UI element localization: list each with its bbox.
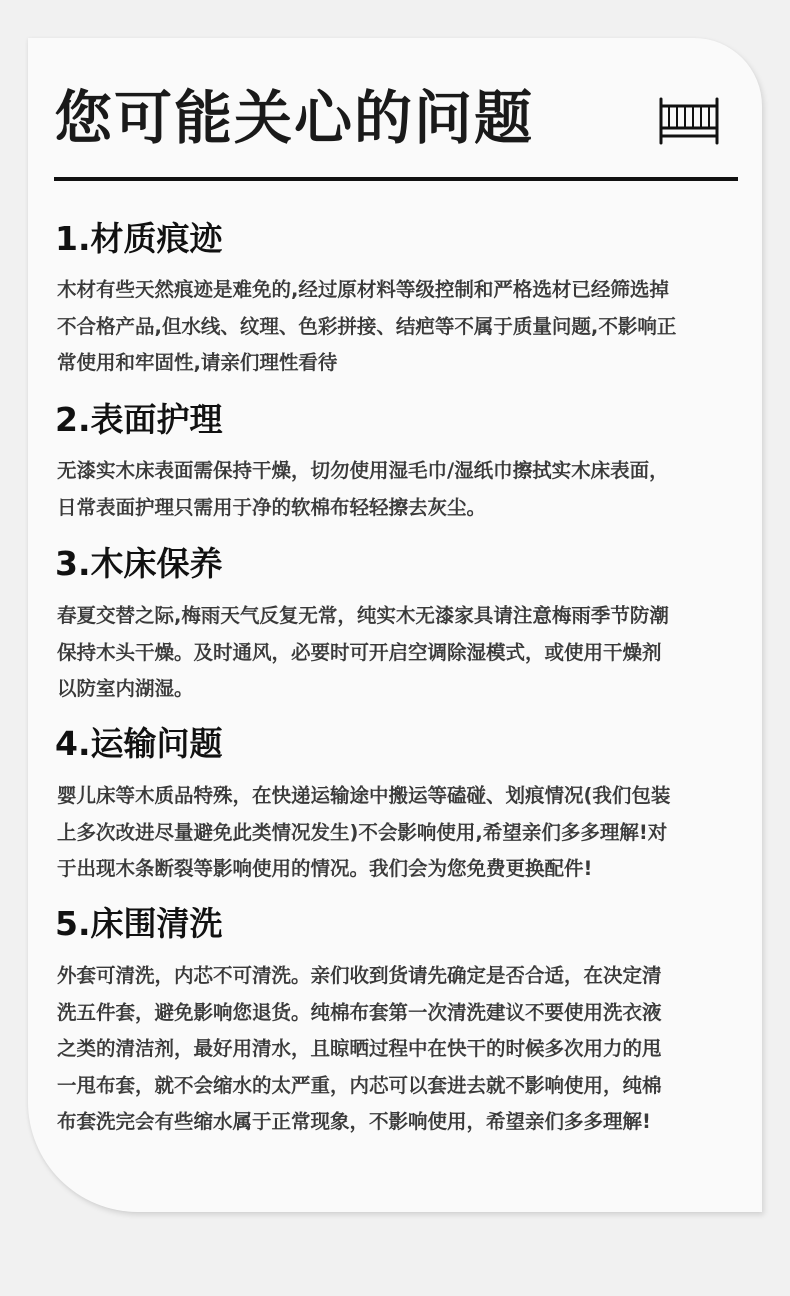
section-body-surface-care — [57, 453, 737, 526]
body-line: 常使用和牢固性,请亲们理性看待 — [57, 351, 338, 374]
body-line: 洗五件套，避免影响您退货。纯棉布套第一次清洗建议不要使用洗衣液 — [57, 1000, 662, 1024]
section-body-bumper-washing — [57, 958, 737, 1141]
body-line: 日常表面护理只需用于净的软棉布轻轻擦去灰尘。 — [57, 495, 487, 519]
section-heading-shipping: 4.运输问题 — [55, 724, 223, 763]
crib-icon — [657, 97, 721, 145]
body-line: 以防室内湖湿。 — [57, 677, 194, 700]
body-line: 木材有些天然痕迹是难免的,经过原材料等级控制和严格选材已经筛选掉 — [57, 278, 669, 301]
page-title: 您可能关心的问题 — [54, 84, 535, 152]
body-line: 外套可清洗，内芯不可清洗。亲们收到货请先确定是否合适，在决定清 — [57, 964, 662, 987]
title-divider — [54, 177, 738, 181]
section-body-material-marks — [57, 272, 737, 382]
section-body-shipping — [57, 778, 737, 888]
body-line: 保持木头干燥。及时通风，必要时可开启空调除湿模式，或使用干燥剂 — [57, 640, 662, 664]
section-heading-bumper-washing: 5.床围清洗 — [55, 904, 223, 943]
body-line: 春夏交替之际,梅雨天气反复无常，纯实木无漆家具请注意梅雨季节防潮 — [57, 604, 669, 627]
body-line: 于出现木条断裂等影响使用的情况。我们会为您免费更换配件! — [57, 857, 593, 880]
body-line: 之类的清洁剂，最好用清水，且晾晒过程中在快干的时候多次用力的甩 — [57, 1037, 662, 1060]
body-line: 一甩布套，就不会缩水的太严重，内芯可以套进去就不影响使用，纯棉 — [57, 1073, 662, 1097]
body-line: 不合格产品,但水线、纹理、色彩拼接、结疤等不属于质量问题,不影响正 — [57, 314, 677, 338]
section-heading-surface-care: 2.表面护理 — [55, 400, 223, 439]
body-line: 布套洗完会有些缩水属于正常现象，不影响使用，希望亲们多多理解! — [57, 1110, 651, 1133]
body-line: 上多次改进尽量避免此类情况发生)不会影响使用,希望亲们多多理解!对 — [57, 820, 668, 844]
body-line: 无漆实木床表面需保持干燥，切勿使用湿毛巾/湿纸巾擦拭实木床表面， — [57, 459, 669, 482]
body-line: 婴儿床等木质品特殊，在快递运输途中搬运等磕碰、划痕情况(我们包装 — [57, 784, 671, 807]
section-body-bed-maintenance — [57, 598, 737, 708]
section-heading-material-marks: 1.材质痕迹 — [55, 219, 223, 258]
section-heading-bed-maintenance: 3.木床保养 — [55, 544, 223, 583]
